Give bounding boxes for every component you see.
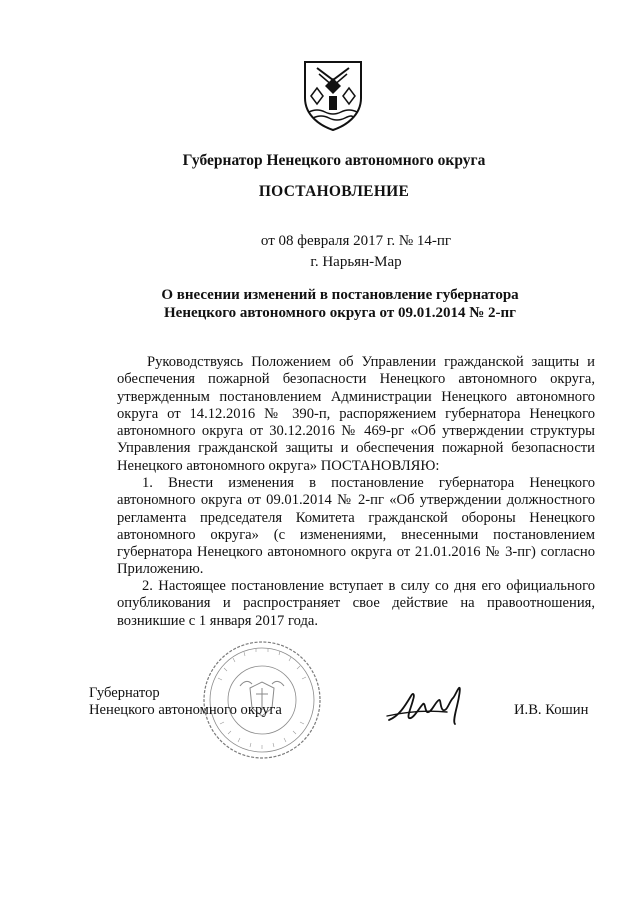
handwritten-signature-icon [385,682,495,732]
coat-of-arms-icon [301,58,365,132]
preamble-paragraph: Руководствуясь Положением об Управлении гражданской защиты и обеспечения пожарной безопасности Ненецкого автономного округа, утвержденным постановлением Администрации Ненецкого автономного округа от 14.12.2016 № 390-п, распоряжением губернатора Ненецкого автономного округа от 30.12.2016 № 469-рг «Об утверждении структуры Управления гражданской защиты и обеспечения пожарной безопасности Ненецкого автономного округа» ПОСТАНОВЛЯЮ: [117,354,595,474]
document-date-number: от 08 февраля 2017 г. № 14-пг [260,233,452,249]
signer-title-line-2: Ненецкого автономного округа [89,702,282,719]
signer-title [89,685,282,720]
document-title-line-1: О внесении изменений в постановление губернатора [161,287,519,303]
document-title [20,286,640,322]
clause-1-paragraph: 1. Внести изменения в постановление губернатора Ненецкого автономного округа от 09.01.2014 № 2-пг «Об утверждении должностного регламента председателя Комитета гражданской обороны Ненецкого автономного округа» (с изменениями, внесенными постановлением губернатора Ненецкого автономного округа от 21.01.2016 № 3-пг) согласно Приложению. [117,475,595,578]
document-type: ПОСТАНОВЛЕНИЕ [258,183,410,200]
clause-2-paragraph: 2. Настоящее постановление вступает в силу со дня его официального опубликования и распространяет свое действие на правоотношения, возникшие с 1 января 2017 года. [117,578,595,629]
issuing-authority: Губернатор Ненецкого автономного округа [182,152,486,169]
document-title-line-2: Ненецкого автономного округа от 09.01.2014 № 2-пг [164,305,516,321]
signer-name: И.В. Кошин [514,702,589,718]
signer-title-line-1: Губернатор [89,685,160,701]
document-city: г. Нарьян-Мар [310,254,402,270]
